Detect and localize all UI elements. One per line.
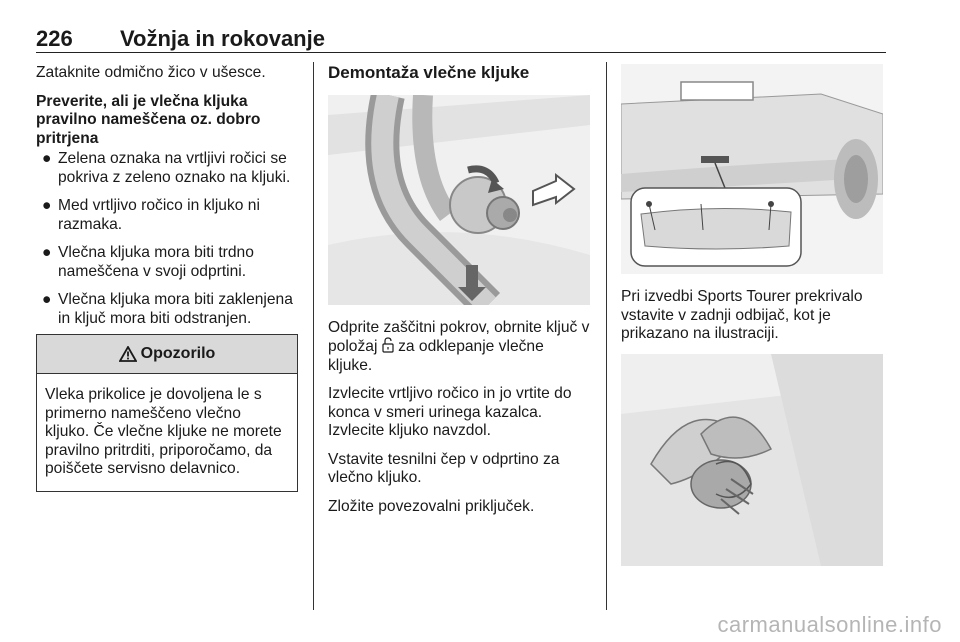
step-text bbox=[328, 319, 590, 376]
middle-column bbox=[328, 64, 590, 526]
bullet-icon: ● bbox=[42, 150, 52, 167]
check-heading: Preverite, ali je vlečna kljuka pravilno nameščena oz. dobro pritrjena bbox=[36, 92, 261, 147]
step-text: Izvlecite vrtljivo ročico in jo vrtite do konca v smeri urinega kazalca. Izvlecite kljuko navzdol. bbox=[328, 385, 572, 439]
column-divider bbox=[606, 62, 607, 610]
step-text: Zložite povezovalni priključek. bbox=[328, 497, 535, 515]
cover-storage-illustration bbox=[621, 354, 883, 566]
step-text-part: za odklepanje vlečne kljuke. bbox=[328, 338, 544, 374]
body-text: Pri izvedbi Sports Tourer prekrivalo vstavite v zadnji odbijač, kot je prikazano na ilustraciji. bbox=[621, 288, 863, 342]
column-divider bbox=[313, 62, 314, 610]
page-number: 226 bbox=[36, 26, 73, 51]
list-item-text: Zelena oznaka na vrtljivi ročici se pokriva z zeleno oznako na kljuki. bbox=[58, 150, 291, 186]
step-text: Vstavite tesnilni čep v odprtino za vlečno kljuko. bbox=[328, 450, 560, 486]
chapter-title: Vožnja in rokovanje bbox=[120, 26, 325, 51]
warning-header bbox=[37, 335, 297, 374]
bullet-icon: ● bbox=[42, 244, 52, 261]
intro-text: Zataknite odmično žico v ušesce. bbox=[36, 64, 266, 81]
section-heading: Demontaža vlečne kljuke bbox=[328, 63, 530, 82]
list-item bbox=[36, 150, 298, 187]
warning-text: Vleka prikolice je dovoljena le s primerno nameščeno vlečno kljuko. Če vlečne kljuke ne morete pravilno pritrditi, priporočamo, da poiščete servisno delavnico. bbox=[45, 386, 282, 477]
right-column bbox=[621, 64, 883, 566]
warning-box bbox=[36, 334, 298, 492]
list-item bbox=[36, 197, 298, 234]
warning-title: Opozorilo bbox=[140, 344, 216, 362]
warning-triangle-icon bbox=[119, 346, 137, 362]
left-column bbox=[36, 64, 298, 492]
bullet-icon: ● bbox=[42, 291, 52, 308]
page-header bbox=[36, 26, 886, 53]
step-text-part: Odprite zaščitni pokrov, obrnite ključ v položaj bbox=[328, 318, 590, 355]
bullet-icon: ● bbox=[42, 197, 52, 214]
list-item-text: Vlečna kljuka mora biti trdno nameščena v svoji odprtini. bbox=[58, 244, 254, 280]
watermark: carmanualsonline.info bbox=[717, 612, 942, 637]
unlock-icon bbox=[382, 337, 394, 353]
list-item bbox=[36, 291, 298, 328]
list-item-text: Med vrtljivo ročico in kljuko ni razmaka. bbox=[58, 197, 260, 233]
list-item-text: Vlečna kljuka mora biti zaklenjena in ključ mora biti odstranjen. bbox=[58, 291, 293, 327]
rear-bumper-illustration bbox=[621, 64, 883, 274]
check-list bbox=[36, 150, 298, 328]
tow-hook-removal-illustration bbox=[328, 95, 590, 305]
list-item bbox=[36, 244, 298, 281]
